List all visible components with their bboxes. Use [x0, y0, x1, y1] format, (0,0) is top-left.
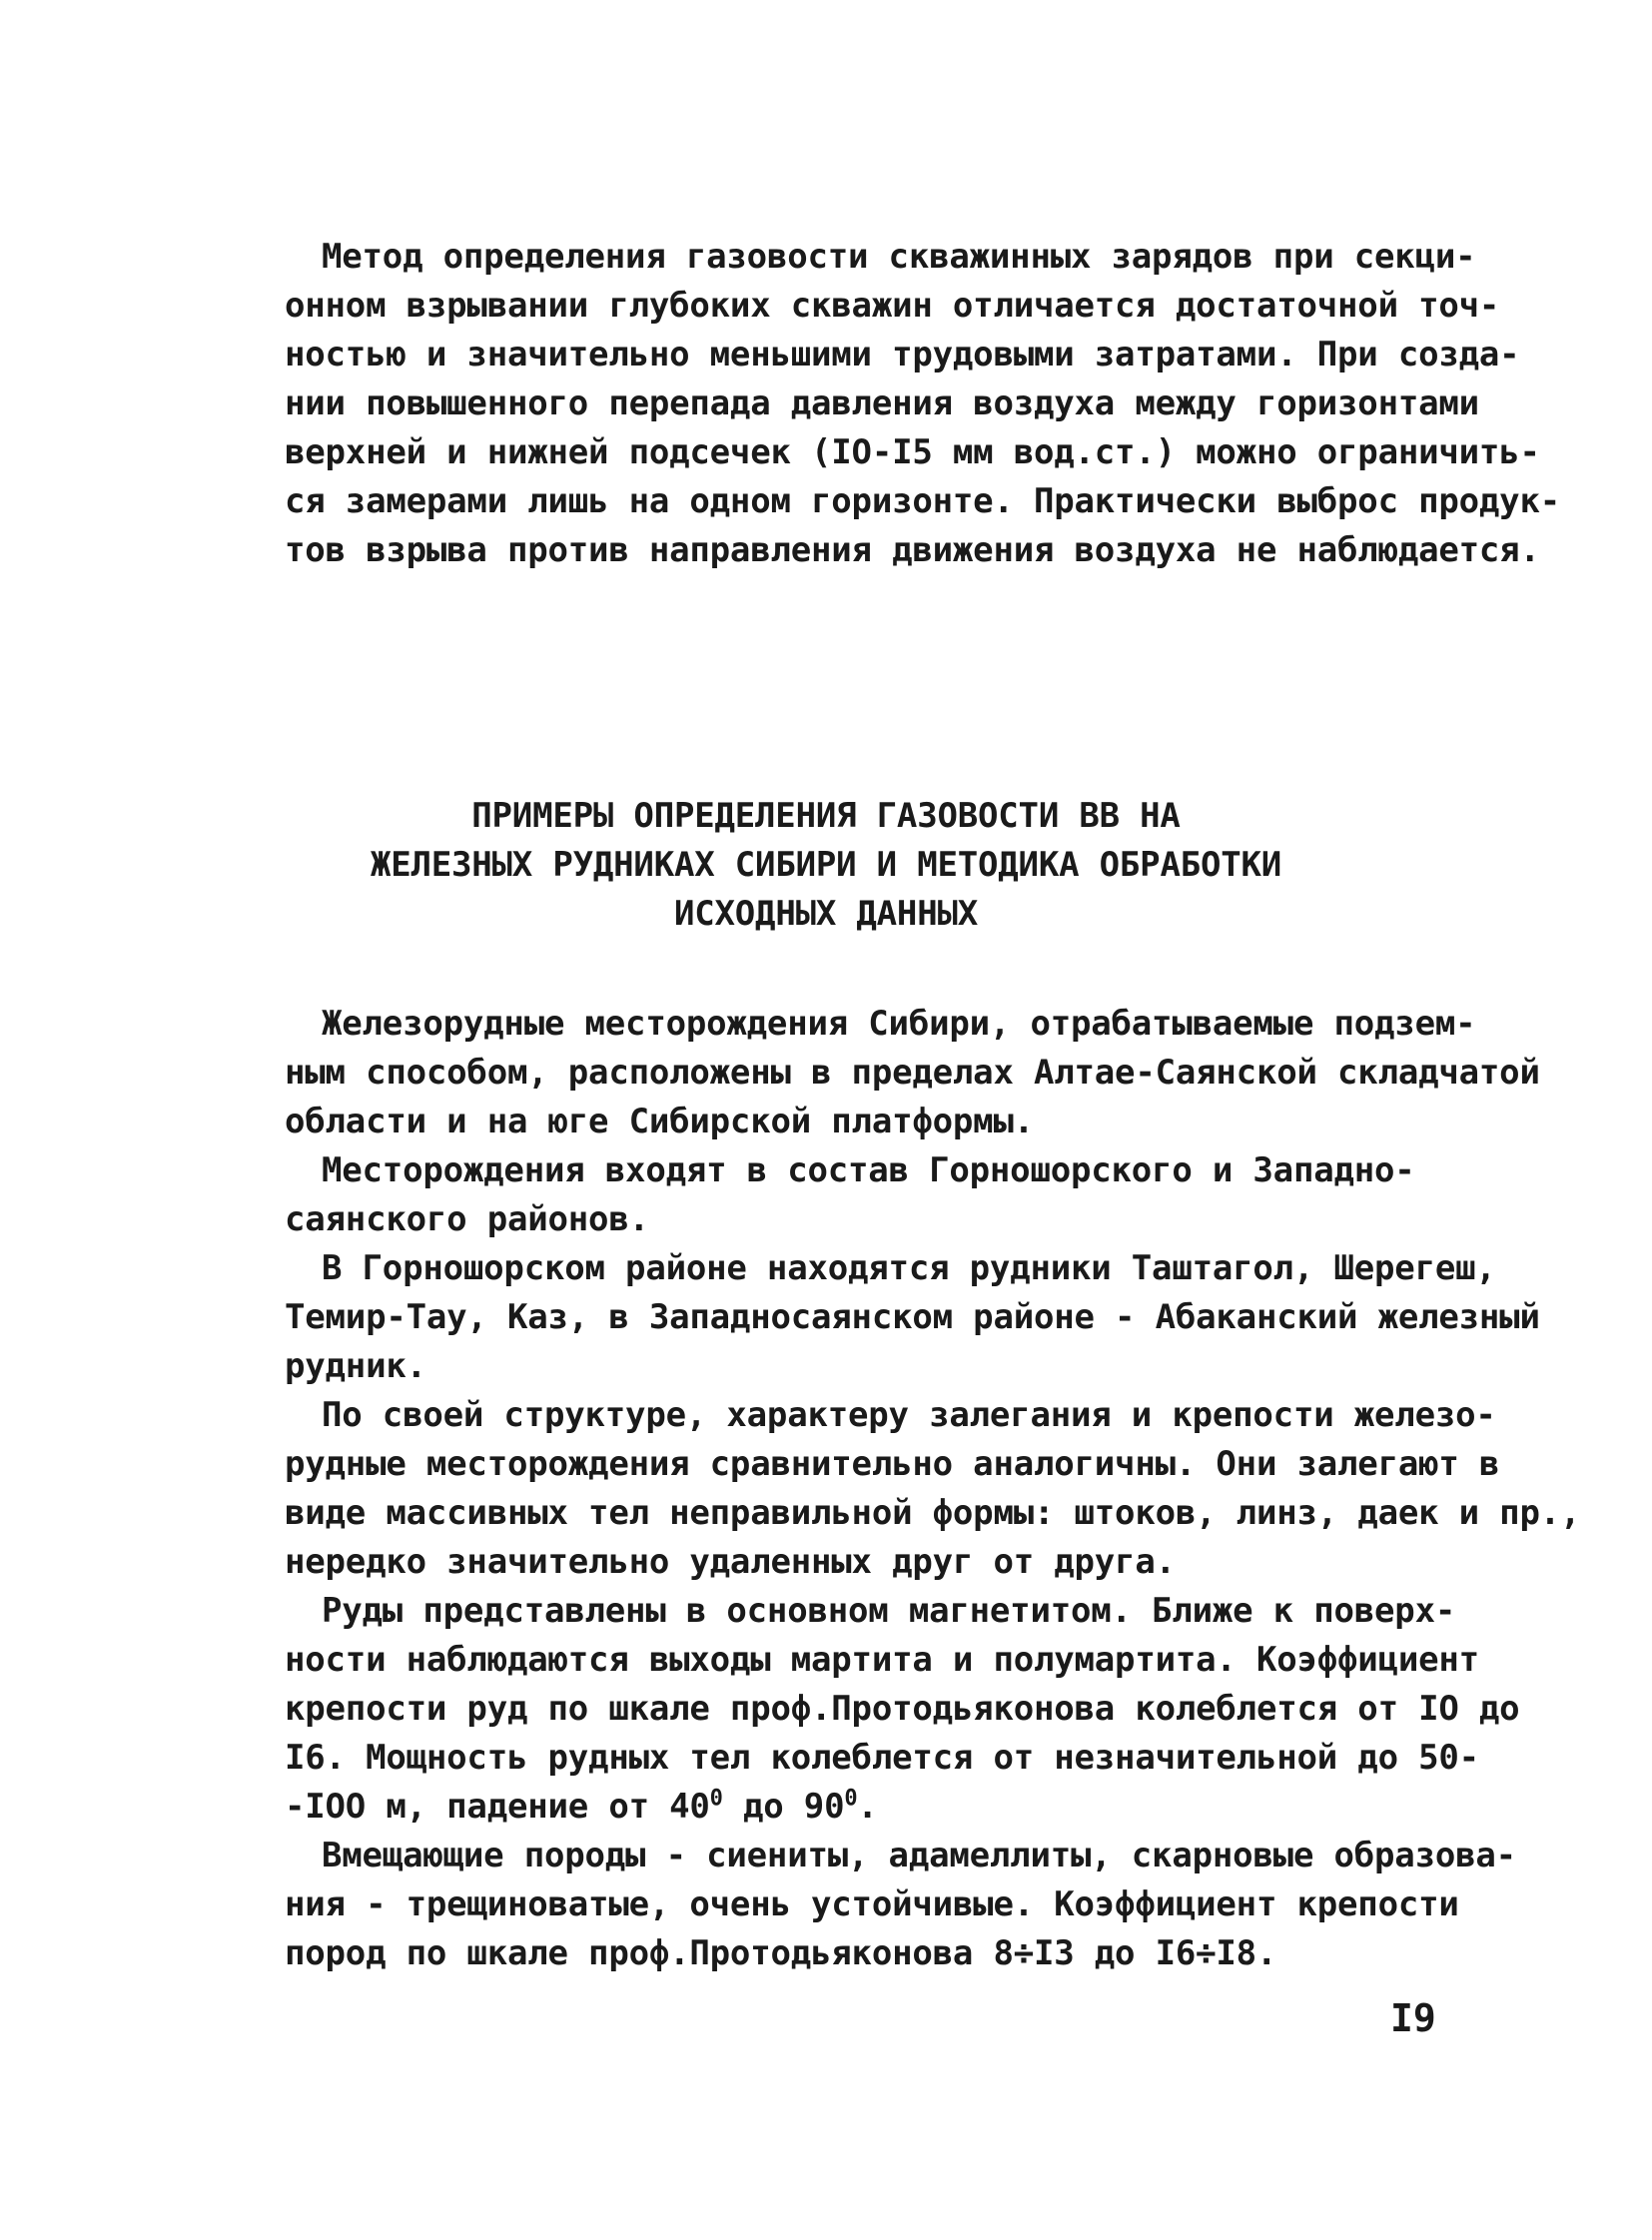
- text-line: тов взрыва против направления движения воздуха не наблюдается.: [285, 530, 1540, 570]
- heading-line: ЖЕЛЕЗНЫХ РУДНИКАХ СИБИРИ И МЕТОДИКА ОБРАБОТКИ: [370, 845, 1282, 885]
- text-line: Метод определения газовости скважинных зарядов при секци-: [322, 237, 1476, 277]
- page-number: I9: [1390, 1996, 1436, 2040]
- text-line: Железорудные месторождения Сибири, отрабатываемые подзем-: [322, 1004, 1476, 1044]
- text-line: ным способом, расположены в пределах Алтае-Саянской складчатой: [285, 1053, 1540, 1093]
- text-line: ности наблюдаются выходы мартита и полумартита. Коэффициент: [285, 1640, 1479, 1680]
- text-line: крепости руд по шкале проф.Протодьяконова колеблется от IO до: [285, 1689, 1520, 1729]
- degree-mark: 0: [844, 1786, 858, 1812]
- text-line: онном взрывании глубоких скважин отличается достаточной точ-: [285, 286, 1500, 326]
- text-line: рудные месторождения сравнительно аналогичны. Они залегают в: [285, 1444, 1500, 1484]
- text-line: виде массивных тел неправильной формы: штоков, линз, даек и пр.,: [285, 1493, 1581, 1533]
- text-line: Темир-Тау, Каз, в Западносаянском районе - Абаканский железный: [285, 1297, 1540, 1337]
- text-line: нередко значительно удаленных друг от друга.: [285, 1542, 1176, 1582]
- text-line: нии повышенного перепада давления воздуха между горизонтами: [285, 383, 1479, 423]
- text-line: В Горношорском районе находятся рудники Таштагол, Шерегеш,: [322, 1248, 1496, 1288]
- text-line: верхней и нижней подсечек (IO-I5 мм вод.ст.) можно ограничить-: [285, 432, 1540, 472]
- text-line: ностью и значительно меньшими трудовыми затратами. При созда-: [285, 335, 1520, 374]
- text-line: ся замерами лишь на одном горизонте. Практически выброс продук-: [285, 481, 1560, 521]
- text-line: Месторождения входят в состав Горношорского и Западно-: [322, 1150, 1415, 1190]
- dip-line-suffix: .: [857, 1787, 878, 1827]
- heading-line: ИСХОДНЫХ ДАННЫХ: [673, 894, 979, 934]
- dip-line: [285, 1786, 878, 1827]
- text-line: По своей структуре, характеру залегания и крепости железо-: [322, 1395, 1496, 1435]
- text-line: Вмещающие породы - сиениты, адамеллиты, скарновые образова-: [322, 1836, 1516, 1875]
- text-line: I6. Мощность рудных тел колеблется от незначительной до 50-: [285, 1738, 1479, 1778]
- text-line: пород по шкале проф.Протодьяконова 8÷I3 до I6÷I8.: [285, 1933, 1277, 1973]
- text-line: рудник.: [285, 1346, 426, 1386]
- text-line: области и на юге Сибирской платформы.: [285, 1102, 1034, 1141]
- dip-line-prefix: -IOO м, падение от 40: [285, 1787, 710, 1827]
- dip-line-middle: до 90: [722, 1787, 845, 1827]
- heading-line: ПРИМЕРЫ ОПРЕДЕЛЕНИЯ ГАЗОВОСТИ ВВ НА: [471, 796, 1181, 836]
- text-line: Руды представлены в основном магнетитом. Ближе к поверх-: [322, 1591, 1456, 1631]
- text-line: ния - трещиноватые, очень устойчивые. Коэффициент крепости: [285, 1884, 1459, 1924]
- degree-mark: 0: [709, 1786, 723, 1812]
- text-line: саянского районов.: [285, 1199, 649, 1239]
